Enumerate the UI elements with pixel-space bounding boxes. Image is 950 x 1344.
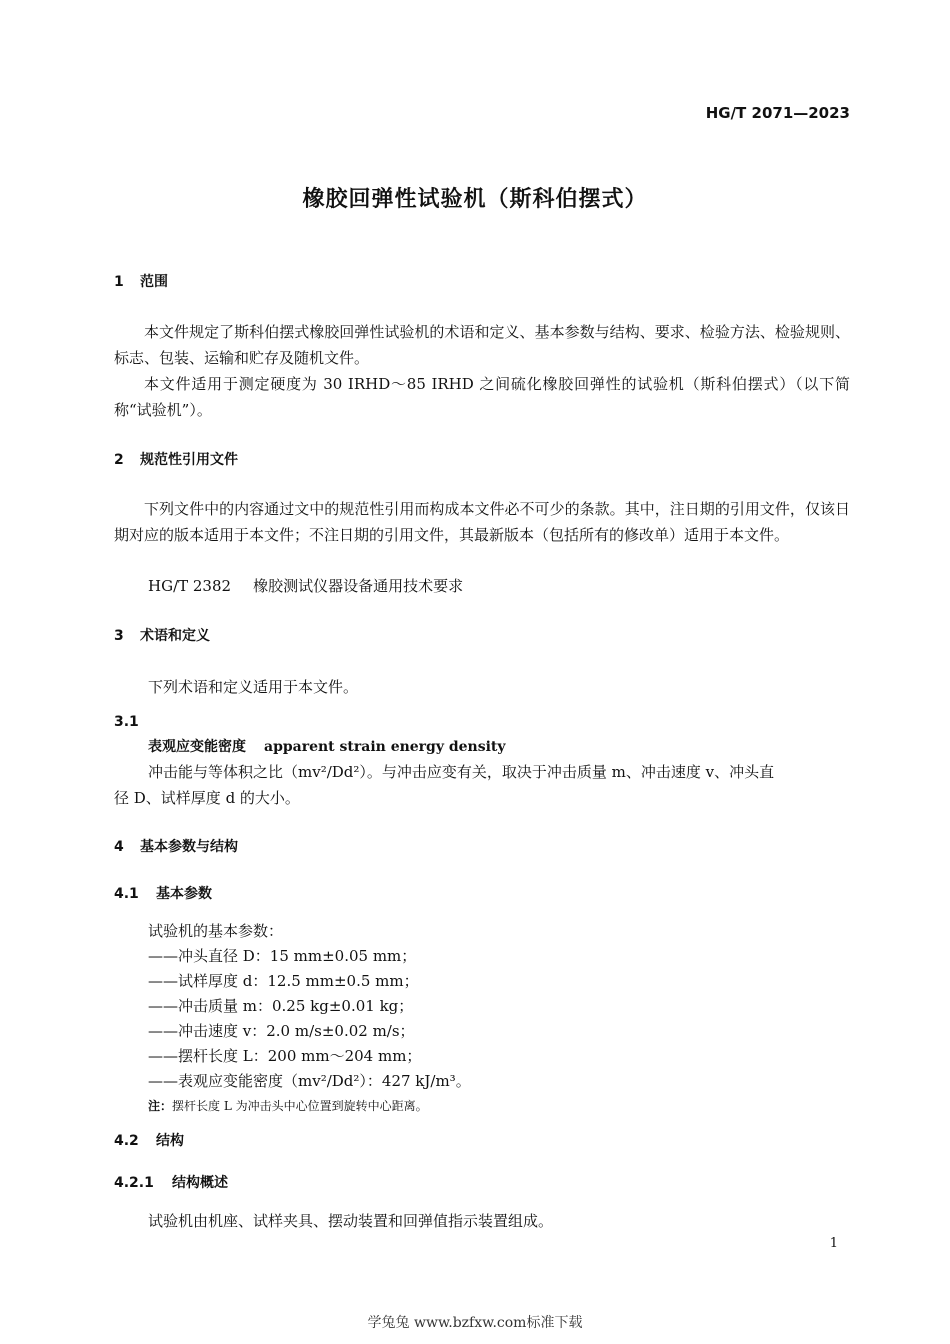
section-3-heading <box>114 625 210 645</box>
section-3-paragraph: 下列术语和定义适用于本文件。 <box>148 678 359 696</box>
section-number: 3 <box>114 628 124 644</box>
note-label: 注： <box>148 1099 173 1113</box>
parameter-item: ——冲击质量 m：0.25 kg±0.01 kg； <box>148 997 414 1015</box>
section-number: 2 <box>114 452 124 468</box>
parameter-item: ——试样厚度 d：12.5 mm±0.5 mm； <box>148 972 419 990</box>
term-number: 3.1 <box>114 714 139 730</box>
term-definition-line-2: 径 D、试样厚度 d 的大小。 <box>114 789 300 807</box>
reference-code: HG/T 2382 <box>148 577 232 595</box>
reference-title: 橡胶测试仪器设备通用技术要求 <box>253 577 464 595</box>
structure-overview-text: 试验机由机座、试样夹具、摆动装置和回弹值指示装置组成。 <box>148 1212 554 1230</box>
subsection-title: 基本参数 <box>156 886 212 902</box>
subsection-4-2-1-heading <box>114 1172 228 1192</box>
section-number: 1 <box>114 274 124 290</box>
parameter-note <box>148 1097 428 1114</box>
document-title: 橡胶回弹性试验机（斯科伯摆式） <box>302 187 648 212</box>
section-title: 术语和定义 <box>140 628 210 644</box>
subsection-number: 4.2 <box>114 1133 139 1149</box>
term-heading <box>148 736 506 756</box>
section-title: 范围 <box>140 274 168 290</box>
subsection-4-2-heading <box>114 1130 184 1150</box>
section-title: 基本参数与结构 <box>140 839 238 855</box>
section-1-paragraph-1: 本文件规定了斯科伯摆式橡胶回弹性试验机的术语和定义、基本参数与结构、要求、检验方法、检验规则、标志、包装、运输和贮存及随机文件。 <box>114 323 850 367</box>
page-number: 1 <box>829 1236 838 1251</box>
section-number: 4 <box>114 839 124 855</box>
section-title: 规范性引用文件 <box>140 452 238 468</box>
footer-watermark: 学兔兔 www.bzfxw.com标准下载 <box>367 1315 583 1331</box>
term-definition-line-1: 冲击能与等体积之比（mv²/Dd²）。与冲击应变有关，取决于冲击质量 m、冲击速度 v、冲头直 <box>148 763 775 781</box>
subsection-4-1-heading <box>114 883 212 903</box>
subsection-number: 4.2.1 <box>114 1175 154 1191</box>
section-1-heading <box>114 271 168 291</box>
parameter-item: ——冲头直径 D：15 mm±0.05 mm； <box>148 947 417 965</box>
subsection-title: 结构概述 <box>172 1175 228 1191</box>
section-1-paragraph-2: 本文件适用于测定硬度为 30 IRHD～85 IRHD 之间硫化橡胶回弹性的试验机（斯科伯摆式）（以下简称“试验机”）。 <box>114 375 850 419</box>
note-text: 摆杆长度 L 为冲击头中心位置到旋转中心距离。 <box>172 1099 428 1113</box>
normative-reference <box>148 575 463 596</box>
parameter-item: ——表观应变能密度（mv²/Dd²）：427 kJ/m³。 <box>148 1072 471 1090</box>
term-english: apparent strain energy density <box>264 739 506 755</box>
term-chinese: 表观应变能密度 <box>148 739 246 755</box>
section-2-heading <box>114 449 238 469</box>
parameters-intro: 试验机的基本参数： <box>148 922 284 940</box>
subsection-number: 4.1 <box>114 886 139 902</box>
section-2-paragraph: 下列文件中的内容通过文中的规范性引用而构成本文件必不可少的条款。其中，注日期的引用文件，仅该日期对应的版本适用于本文件；不注日期的引用文件，其最新版本（包括所有的修改单）适用于本文件。 <box>114 500 850 544</box>
parameter-item: ——冲击速度 v：2.0 m/s±0.02 m/s； <box>148 1022 415 1040</box>
subsection-title: 结构 <box>156 1133 184 1149</box>
parameter-item: ——摆杆长度 L：200 mm～204 mm； <box>148 1047 422 1065</box>
standard-code: HG/T 2071—2023 <box>705 104 850 122</box>
section-4-heading <box>114 836 238 856</box>
